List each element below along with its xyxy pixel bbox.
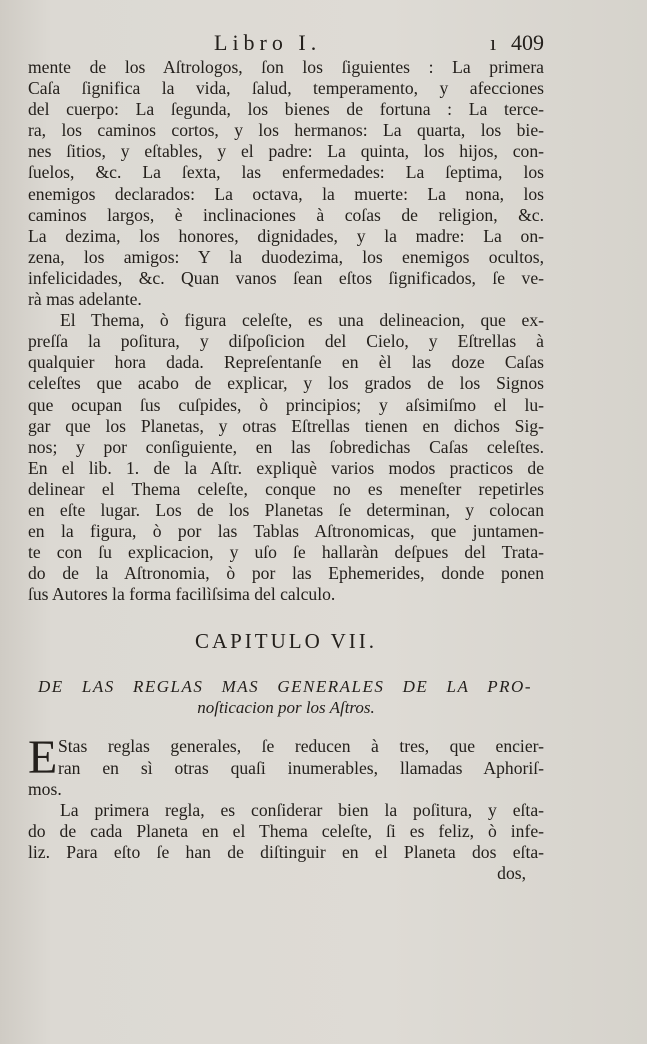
text-line: nos; y por conſiguiente, en las ſobredichas Caſas celeſtes. <box>28 436 544 457</box>
page-header <box>28 30 544 58</box>
header-mark: ı <box>490 30 497 55</box>
page-number: 409 <box>511 30 544 55</box>
text-line: rà mas adelante. <box>28 289 142 310</box>
text-line: infelicidades, &c. Quan vanos ſean eſtos ſignificados, ſe ve- <box>28 267 544 288</box>
text-line: do de cada Planeta en el Thema celeſte, ſi es feliz, ò infe- <box>28 820 544 841</box>
text-line: qualquier hora dada. Repreſentanſe en èl las doze Caſas <box>28 352 544 373</box>
text-line: Stas reglas generales, ſe reducen à tres, que encier- <box>58 736 544 757</box>
text-line: del cuerpo: La ſegunda, los bienes de fortuna : La terce- <box>28 99 544 120</box>
text-line: caminos largos, è inclinaciones à coſas de religion, &c. <box>28 204 544 225</box>
text-line: mos. <box>28 778 62 799</box>
text-line: ſuelos, &c. La ſexta, las enfermedades: La ſeptima, los <box>28 162 544 183</box>
chapter-subtitle: DE LAS REGLAS MAS GENERALES DE LA PRO- <box>38 677 532 697</box>
chapter-subtitle-continued: noſticacion por los Aſtros. <box>197 698 375 718</box>
text-line: El Thema, ò figura celeſte, es una delineacion, que ex- <box>60 310 544 331</box>
catchword: dos, <box>497 863 526 883</box>
text-line: preſſa la poſitura, y diſpoſicion del Cielo, y Eſtrellas à <box>28 331 544 352</box>
running-head: Libro I. <box>214 30 322 55</box>
text-line: que ocupan ſus cuſpides, ò principios; y aſsimiſmo el lu- <box>28 394 544 415</box>
paragraph-4 <box>28 800 544 863</box>
chapter-title: CAPITULO VII. <box>194 629 378 654</box>
text-line: do de la Aſtronomia, ò por las Ephemerides, donde ponen <box>28 563 544 584</box>
text-line: te con ſu explicacion, y uſo ſe hallaràn deſpues del Trata- <box>28 542 544 563</box>
text-line: ra, los caminos cortos, y los hermanos: La quarta, los bie- <box>28 120 544 141</box>
text-line: liz. Para eſto ſe han de diſtinguir en el Planeta dos eſta- <box>28 841 544 862</box>
drop-cap: E <box>28 731 58 785</box>
text-line: ſus Autores la forma facilìſsima del calculo. <box>28 584 336 605</box>
text-line: en la figura, ò por las Tablas Aſtronomicas, que juntamen- <box>28 521 544 542</box>
text-line: delinear el Thema celeſte, conque no es meneſter repetirles <box>28 478 544 499</box>
text-line: En el lib. 1. de la Aſtr. expliquè varios modos practicos de <box>28 457 544 478</box>
text-line: mente de los Aſtrologos, ſon los ſiguientes : La primera <box>28 57 544 77</box>
text-line: gar que los Planetas, y otras Eſtrellas tienen en dichos Sig- <box>28 415 544 436</box>
text-line: Caſa ſignifica la vida, ſalud, temperamento, y afecciones <box>28 78 544 99</box>
text-line: enemigos declarados: La octava, la muerte: La nona, los <box>28 183 544 204</box>
paragraph-1 <box>28 57 544 310</box>
text-line: celeſtes que acabo de explicar, y los grados de los Signos <box>28 373 544 394</box>
paragraph-3 <box>28 731 544 799</box>
text-line: La dezima, los honores, dignidades, y la madre: La on- <box>28 225 544 246</box>
text-line: zena, los amigos: Y la duodezima, los enemigos ocultos, <box>28 246 544 267</box>
text-line: La primera regla, es conſiderar bien la poſitura, y eſta- <box>60 799 544 820</box>
body-text <box>28 57 544 885</box>
paragraph-2 <box>28 310 544 605</box>
text-line: en eſte lugar. Los de los Planetas ſe determinan, y colocan <box>28 499 544 520</box>
text-line: nes ſitios, y eſtables, y el padre: La quinta, los hijos, con- <box>28 141 544 162</box>
text-line: ran en sì otras quaſi inumerables, llamadas Aphoriſ- <box>58 757 544 778</box>
